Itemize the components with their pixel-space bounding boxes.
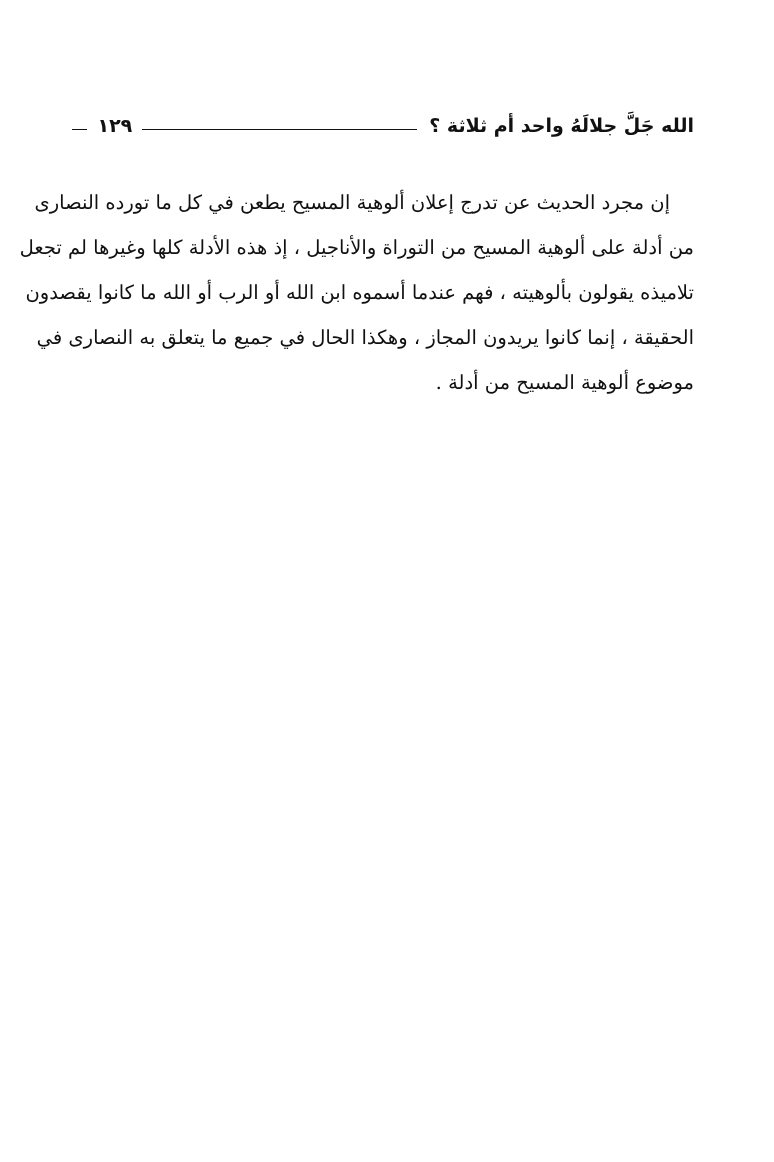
text-line: الحقيقة ، إنما كانوا يريدون المجاز ، وهكذا الحال في جميع ما يتعلق به النصارى في <box>36 326 694 349</box>
header-rule-short <box>72 129 87 130</box>
body-paragraph <box>19 180 694 405</box>
text-line: موضوع ألوهية المسيح من أدلة . <box>435 371 694 394</box>
text-line: إن مجرد الحديث عن تدرج إعلان ألوهية المسيح يطعن في كل ما تورده النصارى <box>34 191 670 214</box>
running-header <box>72 108 694 144</box>
header-rule <box>142 129 417 130</box>
text-line: من أدلة على ألوهية المسيح من التوراة والأناجيل ، إذ هذه الأدلة كلها وغيرها لم تجعل <box>19 236 694 259</box>
page-number: ١٢٩ <box>97 115 133 137</box>
text-line: تلاميذه يقولون بألوهيته ، فهم عندما أسموه ابن الله أو الرب أو الله ما كانوا يقصدون <box>25 281 694 304</box>
header-title: الله جَلَّ جلالَهُ واحد أم ثلاثة ؟ <box>429 115 694 137</box>
